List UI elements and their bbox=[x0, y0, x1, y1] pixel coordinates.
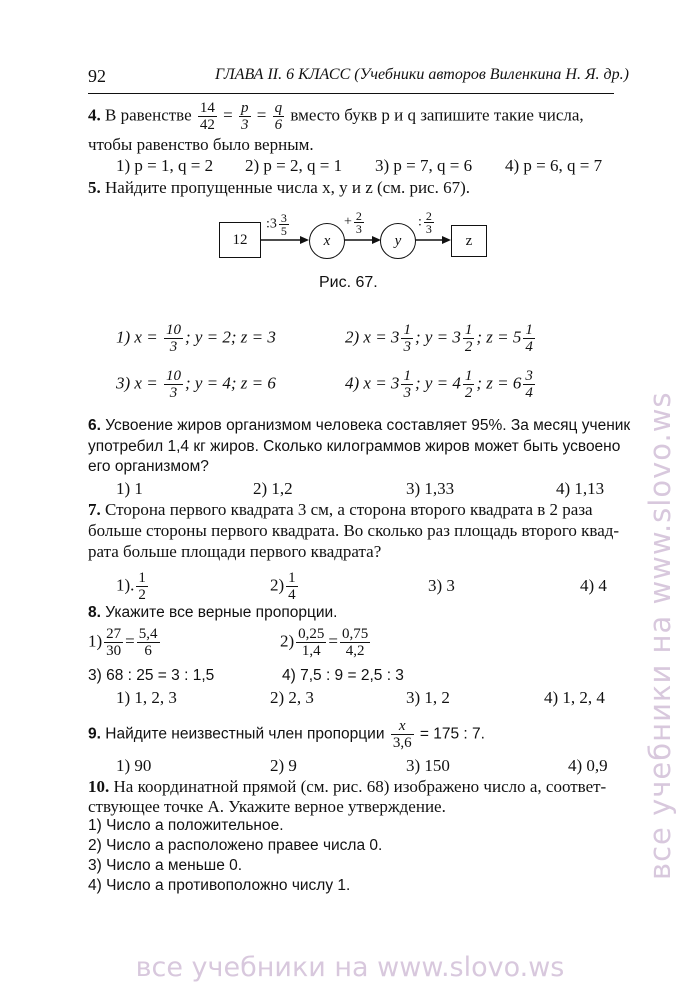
op1-frac-num: 3 bbox=[280, 211, 287, 225]
q8-proportion-3: 3) 68 : 25 = 3 : 1,5 bbox=[88, 667, 215, 684]
q4-option-3: 3) p = 7, q = 6 bbox=[375, 156, 473, 175]
q5-o4-f2d: 2 bbox=[464, 385, 473, 401]
q8-option-4: 4) 1, 2, 4 bbox=[544, 688, 605, 707]
op2-frac bbox=[354, 210, 364, 235]
q5-o4-c: ; z = 6 bbox=[476, 373, 522, 393]
op1-frac-den: 5 bbox=[280, 224, 287, 238]
q4-line2: чтобы равенство было верным. bbox=[88, 135, 314, 154]
q5-o2-frac3 bbox=[523, 322, 535, 355]
diagram-circle-x: x bbox=[309, 223, 345, 259]
diagram-op1 bbox=[266, 212, 291, 237]
q4-frac2-num: p bbox=[241, 100, 249, 116]
q8-p2-f2n: 0,75 bbox=[342, 626, 369, 642]
q9-frac-den: 3,6 bbox=[392, 735, 412, 751]
op3-frac-den: 3 bbox=[425, 222, 432, 236]
q5-o1-b: ; y = 2; z = 3 bbox=[184, 327, 276, 347]
q4-number: 4. bbox=[88, 105, 101, 125]
q8-p2-f1n: 0,25 bbox=[298, 626, 325, 642]
q7-o1-den: 2 bbox=[138, 587, 146, 603]
op3-label: : bbox=[418, 214, 422, 230]
q7-line2: больше стороны первого квадрата. Во сколько раз площадь второго квад- bbox=[88, 521, 620, 540]
q8-p1-f2d: 6 bbox=[144, 643, 152, 659]
q10-line2: ствующее точке A. Укажите верное утверждение. bbox=[88, 797, 446, 816]
q5-o3-num: 10 bbox=[165, 368, 181, 384]
q6-line3: его организмом? bbox=[88, 458, 209, 475]
q5-number: 5. bbox=[88, 178, 101, 197]
q5-o2-f3d: 4 bbox=[525, 339, 533, 355]
q5-o3-b: ; y = 4; z = 6 bbox=[184, 373, 276, 393]
q6-option-1: 1) 1 bbox=[116, 479, 143, 498]
q4-frac1-den: 42 bbox=[199, 117, 215, 133]
q10-item-3: 3) Число a меньше 0. bbox=[88, 857, 243, 874]
q5-option-1 bbox=[116, 322, 276, 355]
diagram-arrows bbox=[0, 0, 700, 300]
q4-eq1: = bbox=[223, 105, 233, 125]
q5-o3-frac bbox=[164, 368, 183, 401]
q6-option-3: 3) 1,33 bbox=[406, 479, 455, 498]
diagram-op2 bbox=[344, 210, 366, 235]
q7-o2-den: 4 bbox=[288, 587, 296, 603]
q6-line2: употребил 1,4 кг жиров. Сколько килограммов жиров может быть усвоено bbox=[88, 438, 621, 455]
q7-o1-num: 1 bbox=[138, 570, 146, 586]
q5-o2-frac2 bbox=[463, 322, 475, 355]
q9-option-1: 1) 90 bbox=[116, 756, 152, 775]
q6-option-4: 4) 1,13 bbox=[556, 479, 605, 498]
q5-o4-f3d: 4 bbox=[525, 385, 533, 401]
q8-p2-f1d: 1,4 bbox=[301, 643, 321, 659]
q5-o4-frac1 bbox=[401, 368, 413, 401]
op2-frac-num: 2 bbox=[355, 209, 362, 223]
chapter-header: ГЛАВА II. 6 КЛАСС (Учебники авторов Виленкина Н. Я. др.) bbox=[215, 66, 629, 83]
watermark-vertical: все учебники на www.slovo.ws bbox=[643, 391, 677, 880]
q9-frac-num: x bbox=[391, 718, 414, 735]
q9-option-4: 4) 0,9 bbox=[568, 756, 608, 775]
q9-question bbox=[88, 718, 485, 751]
q8-option-1: 1) 1, 2, 3 bbox=[116, 688, 177, 707]
q8-option-3: 3) 1, 2 bbox=[406, 688, 450, 707]
q8-option-2: 2) 2, 3 bbox=[270, 688, 314, 707]
q5-o2-a: 2) x = 3 bbox=[345, 327, 400, 347]
q5-o2-f1d: 3 bbox=[403, 339, 411, 355]
q10-number: 10. bbox=[88, 777, 110, 796]
q5-o4-f2n: 1 bbox=[464, 368, 473, 384]
q5-option-4 bbox=[345, 368, 537, 401]
op3-frac bbox=[424, 210, 434, 235]
q7-text1: Сторона первого квадрата 3 см, а сторона второго квадрата в 2 раза bbox=[105, 500, 593, 519]
watermark-bottom: все учебники на www.slovo.ws bbox=[135, 952, 565, 983]
q7-o1-frac bbox=[136, 570, 148, 603]
q8-p2-frac2 bbox=[340, 626, 370, 659]
q5-o3-a: 3) x = bbox=[116, 373, 158, 393]
q7-option-3: 3) 3 bbox=[428, 576, 455, 595]
q4-text1: В равенстве bbox=[105, 105, 192, 125]
q4-option-1: 1) p = 1, q = 2 bbox=[116, 156, 214, 175]
q8-p1-frac1 bbox=[104, 626, 123, 659]
q7-o2-frac bbox=[286, 570, 298, 603]
op1-frac bbox=[279, 212, 289, 237]
q8-p1-f1n: 27 bbox=[106, 626, 122, 642]
q6-number: 6. bbox=[88, 417, 101, 434]
q7-line3: рата больше площади первого квадрата? bbox=[88, 542, 382, 561]
q8-question bbox=[88, 604, 337, 622]
q8-p1-label: 1) bbox=[88, 631, 103, 651]
q5-o2-f2n: 1 bbox=[464, 322, 473, 338]
q5-o2-f1n: 1 bbox=[403, 322, 411, 338]
q5-o4-f1d: 3 bbox=[403, 385, 411, 401]
q5-o1-a: 1) x = bbox=[116, 327, 158, 347]
q7-o2-num: 1 bbox=[288, 570, 296, 586]
diagram-end-box: z bbox=[451, 225, 487, 257]
q8-p2-label: 2) bbox=[280, 631, 295, 651]
q4-frac3-num: q bbox=[274, 100, 283, 116]
q6-text1: Усвоение жиров организмом человека составляет 95%. За месяц ученик bbox=[105, 417, 631, 434]
q5-o4-frac2 bbox=[463, 368, 475, 401]
q9-option-2: 2) 9 bbox=[270, 756, 297, 775]
q6-line1 bbox=[88, 417, 630, 435]
q4-option-2: 2) p = 2, q = 1 bbox=[245, 156, 343, 175]
q9-number: 9. bbox=[88, 725, 101, 743]
q8-proportion-1 bbox=[88, 626, 162, 659]
q5-o3-den: 3 bbox=[169, 385, 178, 401]
q9-text: Найдите неизвестный член пропорции bbox=[105, 725, 385, 743]
q4-eq2: = bbox=[256, 105, 267, 125]
q10-line1 bbox=[88, 777, 606, 797]
q7-number: 7. bbox=[88, 500, 101, 519]
op2-frac-den: 3 bbox=[355, 222, 362, 236]
q8-p2-frac1 bbox=[296, 626, 326, 659]
q5-o1-den: 3 bbox=[169, 339, 178, 355]
q8-text: Укажите все верные пропорции. bbox=[105, 604, 338, 621]
q9-option-3: 3) 150 bbox=[406, 756, 450, 775]
q9-frac bbox=[391, 718, 414, 751]
q8-p2-eq: = bbox=[328, 631, 339, 651]
q5-o4-frac3 bbox=[523, 368, 535, 401]
q8-number: 8. bbox=[88, 604, 101, 621]
q4-frac1-num: 14 bbox=[199, 100, 215, 116]
q8-proportion-2 bbox=[280, 626, 372, 659]
q5-o2-b: ; y = 3 bbox=[414, 327, 461, 347]
q7-o1-label: 1). bbox=[116, 575, 135, 595]
q7-option-1 bbox=[116, 570, 150, 603]
diagram-circle-y: y bbox=[380, 223, 416, 259]
q8-p1-f1d: 30 bbox=[106, 643, 122, 659]
q10-text1: На координатной прямой (см. рис. 68) изображено число a, соответ- bbox=[113, 777, 607, 796]
q10-item-1: 1) Число a положительное. bbox=[88, 817, 284, 834]
q5-o4-f1n: 1 bbox=[403, 368, 411, 384]
diagram-start-box: 12 bbox=[219, 222, 261, 258]
diagram-op3 bbox=[418, 210, 436, 235]
q8-p2-f2d: 4,2 bbox=[345, 643, 365, 659]
q5-option-2 bbox=[345, 322, 537, 355]
q9-tail: = 175 : 7. bbox=[419, 725, 485, 743]
q5-o2-frac1 bbox=[401, 322, 413, 355]
q4-frac2-den: 3 bbox=[241, 117, 249, 133]
q5-o1-num: 10 bbox=[165, 322, 181, 338]
q7-line1 bbox=[88, 500, 593, 520]
q10-item-2: 2) Число a расположено правее числа 0. bbox=[88, 837, 383, 854]
q7-option-2 bbox=[270, 570, 300, 603]
q7-option-4: 4) 4 bbox=[580, 576, 607, 595]
q8-p1-f2n: 5,4 bbox=[138, 626, 158, 642]
op3-frac-num: 2 bbox=[425, 209, 432, 223]
q5-text: Найдите пропущенные числа x, y и z (см. рис. 67). bbox=[105, 178, 471, 197]
q5-o4-b: ; y = 4 bbox=[414, 373, 461, 393]
q5-o4-a: 4) x = 3 bbox=[345, 373, 400, 393]
q4-option-4: 4) p = 6, q = 7 bbox=[505, 156, 603, 175]
q8-proportion-4: 4) 7,5 : 9 = 2,5 : 3 bbox=[282, 667, 404, 684]
q5-o2-c: ; z = 5 bbox=[476, 327, 522, 347]
q4-frac3-den: 6 bbox=[274, 117, 283, 133]
page-number: 92 bbox=[88, 66, 106, 86]
q10-item-4: 4) Число a противоположно числу 1. bbox=[88, 877, 351, 894]
q5-o1-frac bbox=[164, 322, 183, 355]
figure-caption: Рис. 67. bbox=[319, 274, 378, 291]
op2-label: + bbox=[344, 214, 352, 230]
q8-p1-eq: = bbox=[125, 631, 135, 651]
q8-p1-frac2 bbox=[137, 626, 160, 659]
q4-text2: вместо букв p и q запишите такие числа, bbox=[290, 105, 584, 125]
q5-option-3 bbox=[116, 368, 276, 401]
q6-option-2: 2) 1,2 bbox=[253, 479, 293, 498]
q5-o2-f2d: 2 bbox=[464, 339, 473, 355]
q5-o4-f3n: 3 bbox=[525, 368, 533, 384]
q5-o2-f3n: 1 bbox=[525, 322, 533, 338]
q7-o2-label: 2) bbox=[270, 575, 285, 595]
op1-label: :3 bbox=[266, 216, 277, 232]
